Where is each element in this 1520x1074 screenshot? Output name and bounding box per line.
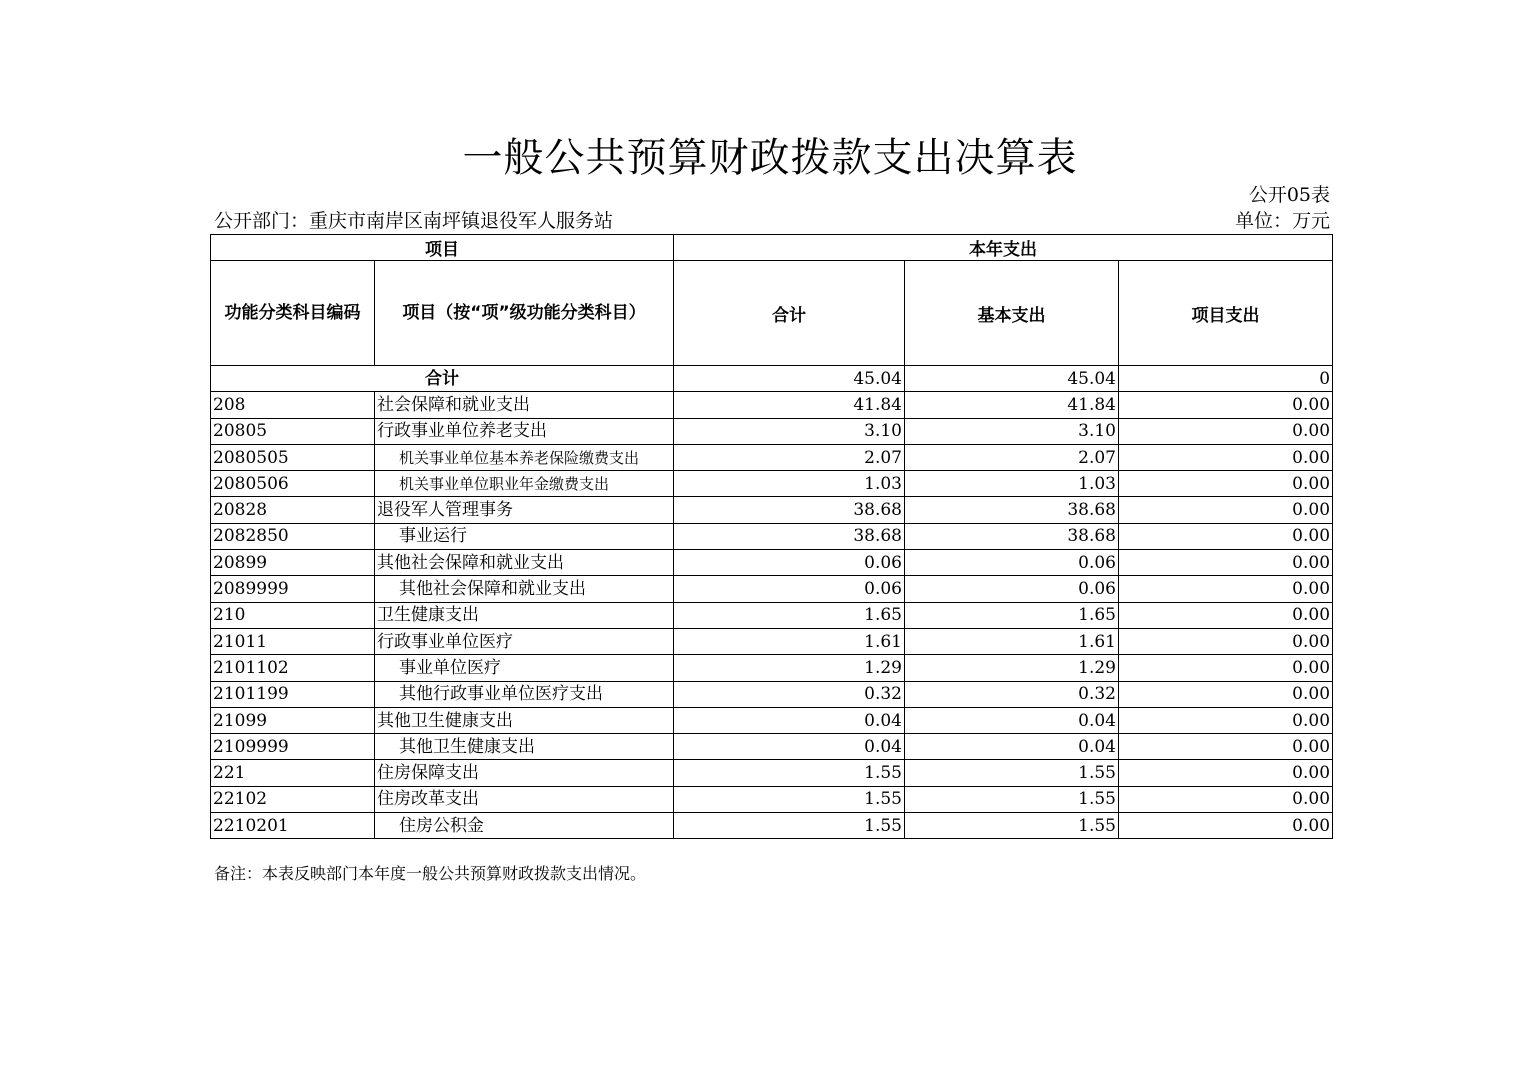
form-number: 公开05表 [1248,184,1330,206]
row-code: 2080506 [211,471,375,497]
table-row [211,576,1333,602]
unit-label: 单位：万元 [1234,210,1330,232]
table-row [211,813,1333,839]
header-total: 合计 [674,261,905,366]
row-name: 其他卫生健康支出 [375,734,674,760]
row-code: 210 [211,602,375,628]
row-name: 住房保障支出 [375,760,674,786]
header-code: 功能分类科目编码 [211,261,375,366]
row-project: 0.00 [1119,497,1333,523]
table-row [211,418,1333,444]
row-project: 0.00 [1119,628,1333,654]
row-basic: 0.32 [905,681,1119,707]
row-basic: 1.03 [905,471,1119,497]
row-total: 0.32 [674,681,905,707]
row-code: 2101102 [211,655,375,681]
row-basic: 0.04 [905,734,1119,760]
row-code: 20828 [211,497,375,523]
row-code: 2101199 [211,681,375,707]
row-code: 20805 [211,418,375,444]
total-sum: 45.04 [674,366,905,392]
header-row-columns [211,261,1333,366]
row-project: 0.00 [1119,707,1333,733]
row-code: 2089999 [211,576,375,602]
row-code: 2080505 [211,444,375,470]
row-basic: 2.07 [905,444,1119,470]
row-name: 事业单位医疗 [375,655,674,681]
row-total: 1.03 [674,471,905,497]
header-current-year: 本年支出 [674,235,1333,261]
expenditure-table [210,234,1333,839]
row-code: 2082850 [211,523,375,549]
row-basic: 38.68 [905,497,1119,523]
row-basic: 1.55 [905,786,1119,812]
row-name: 卫生健康支出 [375,602,674,628]
row-name: 其他社会保障和就业支出 [375,576,674,602]
row-code: 208 [211,392,375,418]
row-project: 0.00 [1119,786,1333,812]
row-code: 221 [211,760,375,786]
header-project: 项目支出 [1119,261,1333,366]
row-total: 3.10 [674,418,905,444]
table-row [211,392,1333,418]
row-project: 0.00 [1119,444,1333,470]
header-basic: 基本支出 [905,261,1119,366]
header-item: 项目 [211,235,674,261]
header-row-top [211,235,1333,261]
table-row [211,523,1333,549]
total-basic: 45.04 [905,366,1119,392]
row-total: 1.65 [674,602,905,628]
footnote: 备注：本表反映部门本年度一般公共预算财政拨款支出情况。 [214,864,647,883]
row-code: 20899 [211,550,375,576]
table-row [211,550,1333,576]
row-basic: 1.55 [905,813,1119,839]
total-label: 合计 [211,366,674,392]
department-label: 公开部门：重庆市南岸区南坪镇退役军人服务站 [214,210,614,232]
row-project: 0.00 [1119,576,1333,602]
row-project: 0.00 [1119,471,1333,497]
row-basic: 1.55 [905,760,1119,786]
row-name: 事业运行 [375,523,674,549]
row-code: 22102 [211,786,375,812]
row-project: 0.00 [1119,392,1333,418]
row-name: 住房改革支出 [375,786,674,812]
table-row [211,734,1333,760]
row-basic: 0.06 [905,550,1119,576]
row-total: 1.61 [674,628,905,654]
row-name: 其他社会保障和就业支出 [375,550,674,576]
page-title: 一般公共预算财政拨款支出决算表 [462,135,1078,181]
row-name: 退役军人管理事务 [375,497,674,523]
row-total: 1.55 [674,813,905,839]
table-row [211,786,1333,812]
row-project: 0.00 [1119,813,1333,839]
row-total: 38.68 [674,523,905,549]
row-code: 2109999 [211,734,375,760]
row-basic: 38.68 [905,523,1119,549]
row-code: 2210201 [211,813,375,839]
row-basic: 1.65 [905,602,1119,628]
row-total: 1.55 [674,760,905,786]
table-row [211,655,1333,681]
row-project: 0.00 [1119,418,1333,444]
row-project: 0.00 [1119,655,1333,681]
row-total: 2.07 [674,444,905,470]
row-project: 0.00 [1119,681,1333,707]
row-name: 行政事业单位医疗 [375,628,674,654]
row-total: 41.84 [674,392,905,418]
total-row [211,366,1333,392]
row-code: 21099 [211,707,375,733]
row-name: 其他行政事业单位医疗支出 [375,681,674,707]
row-name: 住房公积金 [375,813,674,839]
table-row [211,497,1333,523]
row-total: 0.06 [674,550,905,576]
row-project: 0.00 [1119,734,1333,760]
row-basic: 3.10 [905,418,1119,444]
row-basic: 0.06 [905,576,1119,602]
row-name: 机关事业单位基本养老保险缴费支出 [375,444,674,470]
table-row [211,628,1333,654]
row-project: 0.00 [1119,523,1333,549]
row-name: 社会保障和就业支出 [375,392,674,418]
row-name: 行政事业单位养老支出 [375,418,674,444]
table-row [211,444,1333,470]
row-code: 21011 [211,628,375,654]
row-name: 机关事业单位职业年金缴费支出 [375,471,674,497]
table-row [211,760,1333,786]
row-total: 38.68 [674,497,905,523]
row-total: 1.29 [674,655,905,681]
header-name: 项目（按“项”级功能分类科目） [375,261,674,366]
total-project: 0 [1119,366,1333,392]
table-row [211,681,1333,707]
row-basic: 1.29 [905,655,1119,681]
row-project: 0.00 [1119,760,1333,786]
row-basic: 0.04 [905,707,1119,733]
row-total: 0.04 [674,707,905,733]
row-project: 0.00 [1119,550,1333,576]
table-row [211,602,1333,628]
row-basic: 41.84 [905,392,1119,418]
row-basic: 1.61 [905,628,1119,654]
row-name: 其他卫生健康支出 [375,707,674,733]
table-row [211,471,1333,497]
row-project: 0.00 [1119,602,1333,628]
row-total: 1.55 [674,786,905,812]
table-row [211,707,1333,733]
row-total: 0.04 [674,734,905,760]
row-total: 0.06 [674,576,905,602]
